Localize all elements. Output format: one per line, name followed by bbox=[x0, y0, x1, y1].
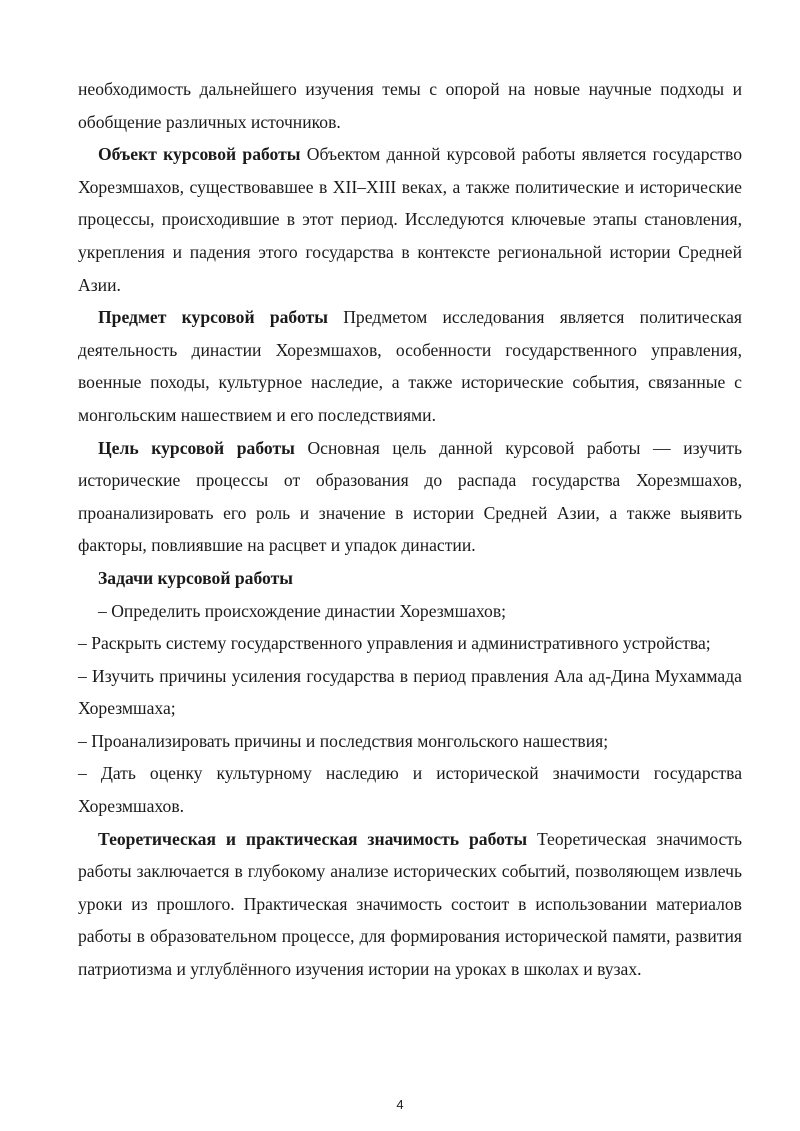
intro-paragraph: необходимость дальнейшего изучения темы с опорой на новые научные подходы и обобщение различных источников. bbox=[78, 79, 742, 132]
goal-text: Основная цель данной курсовой работы — изучить исторические процессы от образования до распада государства Хорезмшахов, проанализировать его роль и значение в истории Средней Азии, а также выявить факторы, повлиявшие на расцвет и упадок династии. bbox=[78, 437, 742, 556]
significance-paragraph bbox=[78, 823, 742, 986]
task-item: – Изучить причины усиления государства в период правления Ала ад-Дина Мухаммада Хорезмшаха; bbox=[78, 665, 742, 719]
task-item: – Определить происхождение династии Хорезмшахов; bbox=[98, 600, 507, 621]
subject-text: Предметом исследования является политическая деятельность династии Хорезмшахов, особенности государственного управления, военные походы, культурное наследие, а также исторические события, связанные с монгольским нашествием и его последствиями. bbox=[78, 307, 742, 425]
page-body bbox=[78, 73, 742, 986]
task-item: – Проанализировать причины и последствия монгольского нашествия; bbox=[78, 730, 609, 751]
subject-paragraph bbox=[78, 301, 742, 431]
page-number: 4 bbox=[396, 1097, 404, 1112]
significance-text: Теоретическая значимость работы заключается в глубокому анализе исторических событий, позволяющем извлечь уроки из прошлого. Практическая значимость состоит в использовании материалов работы в образовательном процессе, для формирования исторической памяти, развития патриотизма и углублённого изучения истории на уроках в школах и вузах. bbox=[78, 828, 742, 980]
goal-paragraph bbox=[78, 432, 742, 562]
object-paragraph bbox=[78, 138, 742, 301]
object-heading: Объект курсовой работы bbox=[98, 144, 301, 165]
tasks-heading: Задачи курсовой работы bbox=[98, 567, 293, 588]
goal-heading: Цель курсовой работы bbox=[98, 437, 295, 458]
significance-heading: Теоретическая и практическая значимость работы bbox=[98, 828, 528, 849]
task-item: – Раскрыть систему государственного управления и административного устройства; bbox=[78, 633, 711, 654]
subject-heading: Предмет курсовой работы bbox=[98, 307, 328, 328]
object-text: Объектом данной курсовой работы является государство Хорезмшахов, существовавшее в XII–XIII веках, а также политические и исторические процессы, происходившие в этот период. Исследуются ключевые этапы становления, укрепления и падения этого государства в контексте региональной истории Средней Азии. bbox=[78, 144, 742, 295]
task-item: – Дать оценку культурному наследию и исторической значимости государства Хорезмшахов. bbox=[78, 763, 742, 817]
